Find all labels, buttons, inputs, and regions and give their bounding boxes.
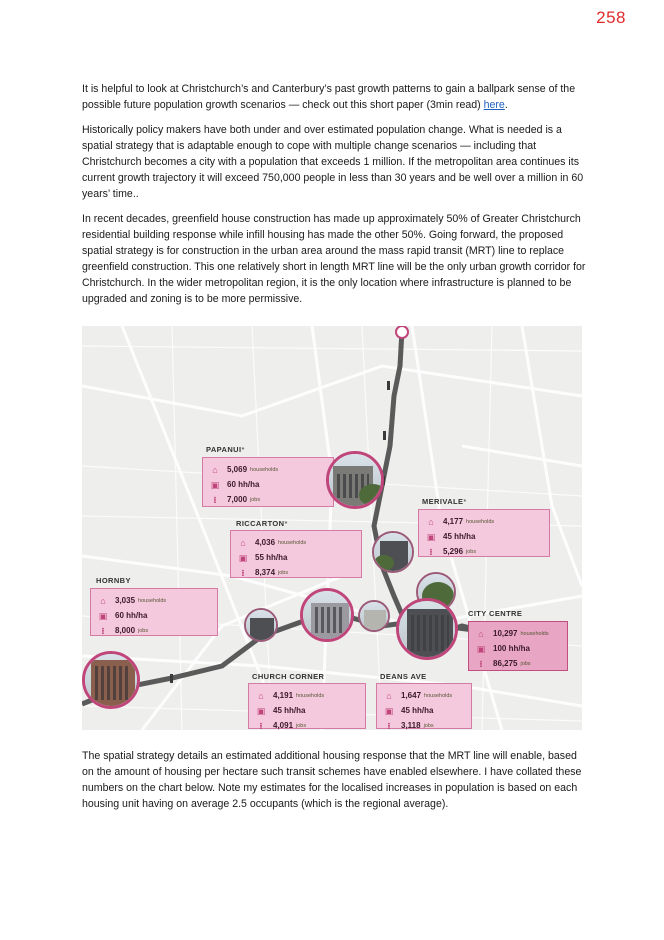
page-number: 258: [596, 8, 626, 27]
station-label-deans-ave: DEANS AVE: [380, 672, 427, 681]
paragraph-2: Historically policy makers have both under and over estimated population change. What is needed is a spatial strategy that is adaptable enough to cope with multiple change scenarios — including that Christchurch becomes a city with a population that exceeds 1 million. If the metropolitan area continues its current growth trajectory it will exceed 750,000 people in less than 30 years and be well over a million in 60 years’ time..: [82, 124, 584, 200]
here-link[interactable]: here: [483, 99, 505, 111]
stats-panel-papanui: [202, 457, 334, 507]
hornby-photo: [82, 651, 140, 709]
density-icon: ▣: [384, 705, 394, 716]
house-icon: ⌂: [240, 537, 246, 548]
jobs-icon: ⁝: [387, 720, 391, 730]
density-row: ▣ 45 hh/ha: [384, 705, 434, 716]
households-row: ⌂ 3,035 households: [97, 593, 211, 608]
riccarton-photo: [300, 588, 354, 642]
church-corner-photo: [244, 608, 278, 642]
households-row: ⌂ 4,191 households: [255, 688, 359, 703]
paragraph-1-text: It is helpful to look at Christchurch’s and Canterbury’s past growth patterns to gain a ballpark sense of the possible future population growth scenarios — check out this short paper (3min read): [82, 83, 576, 111]
density-row: ▣ 100 hh/ha: [476, 643, 530, 654]
house-icon: ⌂: [258, 690, 264, 701]
house-icon: ⌂: [428, 516, 434, 527]
house-icon: ⌂: [478, 628, 484, 639]
station-label-hornby: HORNBY: [96, 576, 131, 585]
stats-panel-city-centre: [468, 621, 568, 671]
station-label-church-corner: CHURCH CORNER: [252, 672, 325, 681]
jobs-icon: ⁝: [241, 567, 245, 578]
jobs-row: ⁝ 8,374 jobs: [237, 565, 355, 580]
density-row: ▣ 55 hh/ha: [238, 552, 288, 563]
households-row: ⌂ 4,036 households: [237, 535, 355, 550]
house-icon: ⌂: [212, 464, 218, 475]
stats-panel-hornby: [90, 588, 218, 636]
households-row: ⌂ 1,647 households: [383, 688, 465, 703]
density-icon: ▣: [210, 479, 220, 490]
jobs-icon: ⁝: [429, 546, 433, 557]
merivale-photo: [372, 531, 414, 573]
stats-panel-riccarton: [230, 530, 362, 578]
closing-text: [82, 748, 590, 821]
density-icon: ▣: [238, 552, 248, 563]
mrt-corridor-map: [82, 326, 582, 730]
jobs-row: ⁝ 7,000 jobs: [209, 492, 327, 507]
density-icon: ▣: [426, 531, 436, 542]
households-row: ⌂ 10,297 households: [475, 626, 561, 641]
city-centre-photo: [396, 598, 458, 660]
house-icon: ⌂: [386, 690, 392, 701]
stats-panel-deans-ave: [376, 683, 472, 729]
density-row: ▣ 45 hh/ha: [256, 705, 306, 716]
house-icon: ⌂: [100, 595, 106, 606]
density-row: ▣ 45 hh/ha: [426, 531, 476, 542]
density-icon: ▣: [98, 610, 108, 621]
households-row: ⌂ 5,069 households: [209, 462, 327, 477]
density-icon: ▣: [256, 705, 266, 716]
jobs-row: ⁝ 4,091 jobs: [255, 718, 359, 730]
jobs-icon: ⁝: [479, 658, 483, 669]
jobs-row: ⁝ 5,296 jobs: [425, 544, 543, 559]
jobs-icon: ⁝: [213, 494, 217, 505]
stats-panel-merivale: [418, 509, 550, 557]
density-row: ▣ 60 hh/ha: [98, 610, 148, 621]
density-icon: ▣: [476, 643, 486, 654]
paragraph-1: [82, 81, 590, 113]
density-row: ▣ 60 hh/ha: [210, 479, 260, 490]
stats-panel-church-corner: [248, 683, 366, 729]
intro-text: [82, 81, 590, 316]
station-label-merivale: MERIVALE*: [422, 497, 467, 506]
jobs-icon: ⁝: [101, 625, 105, 636]
station-label-papanui: PAPANUI*: [206, 445, 245, 454]
jobs-row: ⁝ 86,275 jobs: [475, 656, 561, 671]
paragraph-4: The spatial strategy details an estimated additional housing response that the MRT line will enable, based on the amount of housing per hectare such transit schemes have enabled elsewhere. I have collated these numbers on the chart below. Note my estimates for the localised increases in population is based on each housing unit having on average 2.5 occupants (which is the regional average).: [82, 750, 582, 810]
jobs-row: ⁝ 3,118 jobs: [383, 718, 465, 730]
jobs-row: ⁝ 8,000 jobs: [97, 623, 211, 638]
papanui-photo: [326, 451, 384, 509]
households-row: ⌂ 4,177 households: [425, 514, 543, 529]
station-label-city-centre: CITY CENTRE: [468, 609, 523, 618]
paragraph-1-end: .: [504, 99, 508, 111]
jobs-icon: ⁝: [259, 720, 263, 730]
station-label-riccarton: RICCARTON*: [236, 519, 288, 528]
deans-ave-photo: [358, 600, 390, 632]
route-end-marker: [396, 326, 408, 338]
paragraph-3: In recent decades, greenfield house construction has made up approximately 50% of Greater Christchurch residential building response while infill housing has made the other 50%. Going forward, the proposed spatial strategy is for construction in the urban area around the mass rapid transit (MRT) line to replace greenfield construction. This one relatively short in length MRT line will be the only urban growth corridor for Christchurch. In the wider metropolitan region, it is the only location where infrastructure is planned to be upgraded and zoning is to be more permissive.: [82, 213, 586, 305]
